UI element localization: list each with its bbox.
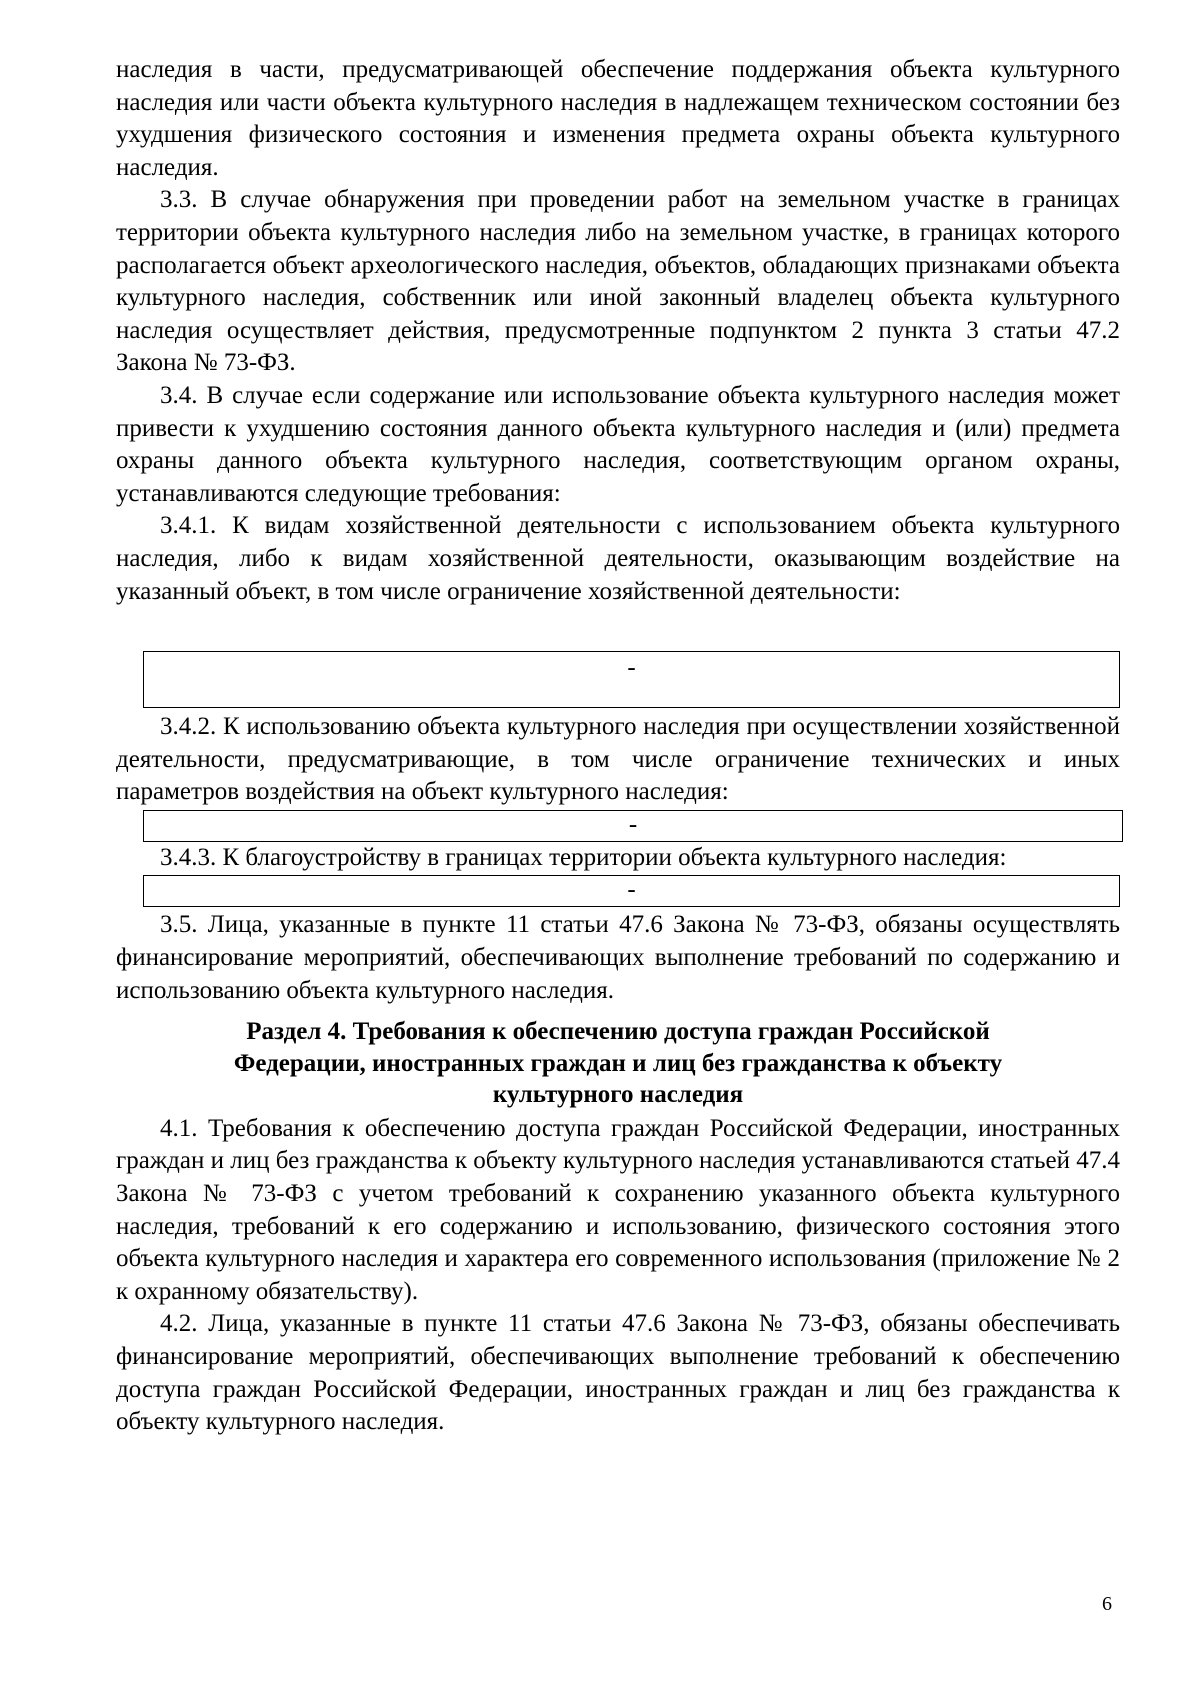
paragraph-3-4: 3.4. В случае если содержание или использование объекта культурного наследия может привести к ухудшению состояния данного объекта культурного наследия и (или) предмета охраны данного объекта культурного наследия, соответствующим органом охраны, устанавливаются следующие требования: (116, 381, 1120, 507)
requirements-table-3-4-2: - (143, 810, 1123, 842)
requirements-table-3-4-3: - (143, 875, 1120, 907)
page-number: 6 (1102, 1593, 1112, 1615)
document-page (116, 54, 1120, 1439)
paragraph-3-4-3: 3.4.3. К благоустройству в границах территории объекта культурного наследия: (160, 843, 1007, 871)
section-4-title-line-1: Раздел 4. Требования к обеспечению доступа граждан Российской (246, 1018, 990, 1046)
paragraph-3-4-1: 3.4.1. К видам хозяйственной деятельности с использованием объекта культурного наследия, либо к видам хозяйственной деятельности, оказывающим воздействие на указанный объект, в том числе ограничение хозяйственной деятельности: (116, 512, 1120, 605)
paragraph-3-4-2: 3.4.2. К использованию объекта культурного наследия при осуществлении хозяйственной деятельности, предусматривающие, в том числе ограничение технических и иных параметров воздействия на объект культурного наследия: (116, 713, 1120, 806)
paragraph-4-1: 4.1. Требования к обеспечению доступа граждан Российской Федерации, иностранных граждан и лиц без гражданства к объекту культурного наследия устанавливаются статьей 47.4 Закона № 73-ФЗ с учетом требований к сохранению указанного объекта культурного наследия, требований к его содержанию и использованию, физического состояния этого объекта культурного наследия и характера его современного использования (приложение № 2 к охранному обязательству). (116, 1114, 1120, 1305)
requirements-table-3-4-1: - (143, 651, 1120, 708)
paragraph-continued: наследия в части, предусматривающей обеспечение поддержания объекта культурного наследия или части объекта культурного наследия в надлежащем техническом состоянии без ухудшения физического состояния и изменения предмета охраны объекта культурного наследия. (116, 56, 1120, 181)
section-4-title-line-2: Федерации, иностранных граждан и лиц без гражданства к объекту (233, 1049, 1003, 1077)
paragraph-4-2: 4.2. Лица, указанные в пункте 11 статьи 47.6 Закона № 73-ФЗ, обязаны обеспечивать финансирование мероприятий, обеспечивающих выполнение требований к обеспечению доступа граждан Российской Федерации, иностранных граждан и лиц без гражданства к объекту культурного наследия. (116, 1310, 1120, 1436)
paragraph-3-5: 3.5. Лица, указанные в пункте 11 статьи 47.6 Закона № 73-ФЗ, обязаны осуществлять финансирование мероприятий, обеспечивающих выполнение требований по содержанию и использованию объекта культурного наследия. (116, 911, 1120, 1004)
paragraph-3-3: 3.3. В случае обнаружения при проведении работ на земельном участке в границах территории объекта культурного наследия либо на земельном участке, в границах которого располагается объект археологического наследия, объектов, обладающих признаками объекта культурного наследия, собственник или иной законный владелец объекта культурного наследия осуществляет действия, предусмотренные подпунктом 2 пункта 3 статьи 47.2 Закона № 73-ФЗ. (116, 186, 1120, 377)
section-4-title-line-3: культурного наследия (492, 1081, 744, 1109)
section-4-heading (116, 1016, 1120, 1111)
